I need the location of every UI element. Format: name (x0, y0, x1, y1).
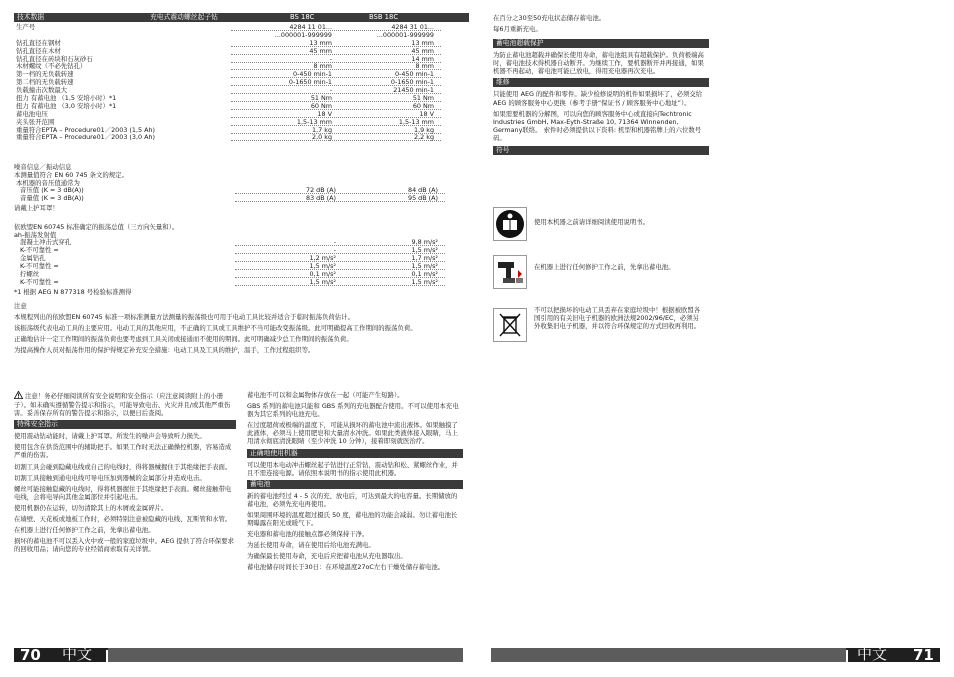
spec-row (18, 247, 463, 255)
value-model-1: - (329, 54, 332, 63)
safety-paragraph: 使用震动钻动能时，请戴上护耳罩。所发生的噪声会导致听力损失。 (14, 432, 206, 441)
value-model-2: 13 mm (411, 38, 434, 47)
safety-paragraph: 使用包含在供货范围中的辅助把手。如果工作时无法正确操控机器，容易造成严重的伤害。 (14, 443, 232, 460)
noise-intro-0: 噪音信息／振动信息 (14, 163, 72, 171)
row-label: 木材螺纹（不必先钻孔） (16, 62, 87, 71)
row-label: 音量值 (K = 3 dB(A)) (20, 194, 84, 202)
value-model-2: 51 Nm (412, 94, 434, 103)
value-model-2: 1,7 m/s² (411, 254, 438, 262)
row-label: 蓄电池电压 (16, 109, 48, 118)
attention-paragraph: 本规程列出的依欧盟EN 60745 标准一项标准测量方法测量的振荡级也可用于电动工具比较并适合于临时振荡负荷估计。 (14, 313, 354, 321)
row-label: 夹头张开范围 (16, 117, 55, 126)
value-model-2: 1,5-13 mm (398, 117, 434, 126)
row-label: 扭力 有蓄电池 （1,5 安培小时）*1 (16, 94, 117, 103)
value-model-2: 95 dB (A) (408, 194, 438, 202)
value-model-1: 72 dB (A) (306, 186, 336, 194)
value-model-1: 4284 11 01... (289, 23, 332, 31)
row-label: 重量符合EPTA – Procedure01／2003 (1,5 Ah) (16, 125, 156, 134)
battery-paragraph: 为确保最长使用寿命，充电后应把蓄电池从充电器取出。 (247, 552, 407, 561)
row-label: 第二档的无负载转速 (16, 78, 74, 87)
value-model-2: 18 V (419, 109, 434, 118)
spec-table (14, 24, 463, 142)
row-label: K-不可靠性 = (20, 278, 59, 286)
noise-section (14, 163, 463, 187)
safety-paragraph: 切割工具接触到通电电线可导电压加到器械的金属部分并造成电击。 (14, 473, 206, 482)
safety-column (14, 391, 236, 556)
value-model-1: 8 mm (313, 62, 332, 71)
battery-safety-paragraph: 蓄电池不可以和金属物体存放在一起（可能产生短路）。 (247, 391, 404, 399)
value-model-1: 2,0 kg (312, 133, 332, 142)
value-model-1: 45 mm (309, 46, 332, 55)
value-model-1: - (333, 238, 336, 246)
warning-icon (14, 391, 23, 401)
footer-bar (491, 648, 846, 662)
crossed-bin-icon (493, 308, 527, 342)
battery-safety-paragraph: GBS 系列的蓄电池只能和 GBS 系列的充电器配合使用。不可以使用本充电器为其它系列的电池充电。 (247, 402, 459, 419)
noise-table (18, 187, 463, 203)
battery-paragraph: 新的蓄电池经过 4 - 5 次的充、放电后，可达到最大的电容量。长期储放的蓄电池，必须先充电再使用。 (247, 491, 458, 508)
value-model-2: 14 mm (411, 54, 434, 63)
vibration-table (18, 239, 463, 287)
noise-note: 请戴上护耳罩！ (14, 204, 59, 212)
value-model-1: 1,5 m/s² (309, 262, 336, 270)
value-model-2: 21450 min-1 (393, 86, 434, 95)
value-model-2: 0,1 m/s² (411, 270, 438, 278)
value-model-2: 84 dB (A) (408, 186, 438, 194)
overload-text: 为防止蓄电池超载并确保长使用寿命，蓄电池组具有超载保护。负荷极端高时，蓄电池技术得机器自动断开。为继续工作，要机器断开并再接通，如果机器不再起动，蓄电池可能已放电，得用充电器再次充电。 (493, 51, 704, 76)
row-label: 钻孔直径在木材 (16, 46, 61, 55)
maintenance-paragraph: 只能使用 AEG 的配件和零件。缺少检修说明的机件如果损坏了，必须交给 AEG 的顾客服务中心更换（参考手册“保证书 / 顾客服务中心地址”）。 (493, 90, 703, 107)
value-model-2: 1,9 kg (414, 125, 434, 134)
value-model-2: 4284 31 01... (391, 23, 434, 31)
spec-product: 充电式震动螺丝起子钻 (150, 13, 218, 21)
row-label: 扭力 有蓄电池 （3,0 安培小时）*1 (16, 101, 117, 110)
safety-paragraph: 切割工具会碰到隐藏电线或自己的电线时，得将器械握住于其绝缘把手表面。 (14, 462, 232, 471)
row-label: 第一档的无负载转速 (16, 70, 74, 79)
right-page (477, 0, 954, 677)
spec-row (18, 263, 463, 271)
value-model-1: - (329, 86, 332, 95)
value-model-1: 18 V (317, 109, 332, 118)
spec-row (18, 255, 463, 263)
warning-text: 注意！务必仔细阅读所有安全说明和安全指示（应注意阅读附上的小册子）。如未确实遵循警告提示和指示，可能导致电击、火灾并且/或其他严重伤害。妥善保存所有的警告提示和指示，以便日后查阅。 (14, 392, 231, 418)
vib-intro-0: 依欧盟EN 60745 标准确定的振荡总值（三方向矢量和）。 (14, 223, 179, 231)
value-model-1: 1,2 m/s² (309, 254, 336, 262)
value-model-2: 60 Nm (412, 101, 434, 110)
value-model-2: 9,8 m/s² (411, 238, 438, 246)
battery-paragraph: 蓄电池储存时间长于30日：在环境温度27oC左右干燥处储存蓄电池。 (247, 563, 445, 572)
battery-title: 蓄电池 (247, 480, 463, 489)
spec-row (14, 134, 463, 142)
attention-section (14, 302, 464, 357)
spec-row (18, 279, 463, 287)
value-model-2: 1,5 m/s² (411, 278, 438, 286)
overload-title: 蓄电池超载保护 (493, 39, 709, 48)
value-model-1: - (333, 246, 336, 254)
row-label: 钻孔直径在钢材 (16, 38, 61, 47)
vibration-section (14, 223, 463, 239)
battery-paragraph: 如果周围环境的温度超过摄氏 50 度，蓄电池的功能会减弱。勿让蓄电池长期曝露在阳光或暖气下。 (247, 510, 458, 528)
spec-row (14, 32, 463, 40)
value-model-1: 0-1650 min-1 (288, 78, 332, 87)
value-model-2: 2,2 kg (414, 133, 434, 142)
value-model-1: 1,7 kg (312, 125, 332, 134)
row-label: 音压值 (K = 3 dB(A)) (20, 186, 84, 194)
row-label: K-不可靠性 = (20, 262, 59, 270)
value-model-1: ...000001-999999 (274, 30, 332, 39)
language-label: 中文 (857, 645, 888, 663)
attention-paragraph: 该振荡级代表电动工具的主要应用。电动工具的其他应用，不正确的工具或工具维护不当可能改变振荡级。此可明确提高工作期间的振荡负荷。 (14, 324, 417, 332)
row-label: 金属钻孔 (20, 254, 46, 262)
attention-paragraph: 为提高操作人员对振荡作用的保护得规定补充安全措施：电动工具及工具的维护，温手，工作过程组织等。 (14, 346, 315, 354)
language-label: 中文 (62, 645, 93, 663)
storage-paragraph: 在百分之30至50充电状态储存蓄电池。 (493, 14, 606, 22)
read-manual-icon (493, 207, 527, 241)
row-label: 负载撞击次数最大 (16, 86, 68, 95)
value-model-2: 0-1650 min-1 (390, 78, 434, 87)
value-model-1: 60 Nm (310, 101, 332, 110)
model-2: BSB 18C (369, 13, 399, 21)
battery-column (247, 391, 463, 575)
page-number: 71 (913, 646, 934, 664)
safety-paragraph: 在机器上进行任何修护工作之前，先拿出蓄电池。 (14, 526, 155, 535)
intended-use-text: 可以使用本电动冲击螺丝起子钻进行正常钻，震动钻和松、紧螺丝作业，并且不需连接电源。请依照本说明书的指示使用此机器。 (247, 460, 458, 477)
intended-use-title: 正确地使用机器 (247, 449, 463, 458)
spec-row (14, 111, 463, 119)
value-model-2: 8 mm (415, 62, 434, 71)
maintenance-paragraph: 如果需要机器的分解图，可以向您的顾客服务中心或直接向Techtronic Industries GmbH, Max-Eyth-Straße 10, 71364 Winnenden, Germany联络。 索件时必须提供以下资料: 机型和机器铭牌上的六位数号码。 (493, 109, 702, 142)
value-model-2: ...000001-999999 (376, 30, 434, 39)
attention-paragraph: 正确地估计一定工作期间的振荡负荷也要考虑到工具关闭或接通而不使用的期间。此可明确减少总工作期间的振荡负荷。 (14, 335, 353, 343)
spec-row (18, 239, 463, 247)
battery-paragraph: 为延长使用寿命，请在使用后给电池充满电。 (247, 541, 375, 550)
noise-intro-2: 本机器的音压值通常为 (16, 179, 80, 187)
spec-row (18, 187, 463, 195)
value-model-2: 0-450 min-1 (394, 70, 434, 79)
row-label: 钻孔直径在砖块和石灰砂石 (16, 54, 93, 63)
spec-row (18, 271, 463, 279)
row-label: 混凝土冲击式穿孔 (20, 238, 72, 246)
spec-header-bar (14, 13, 469, 22)
footnote: *1 根据 AEG N 877318 号检验标准测得 (14, 288, 132, 296)
model-1: BS 18C (290, 13, 315, 21)
value-model-2: 1,5 m/s² (411, 246, 438, 254)
value-model-1: 1,5-13 mm (296, 117, 332, 126)
safety-paragraph: 使用机器仍在运转，切勿清除其上的木屑或金属碎片。 (14, 503, 168, 512)
row-label: K-不可靠性 = (20, 246, 59, 254)
safety-paragraph: 螺丝可能接触隐藏的电线时，得将机器握住于其绝缘把手表面。螺丝接触带电电线，会将电导向其他金属部位并引起电击。 (14, 484, 232, 501)
spec-row (18, 195, 463, 203)
battery-paragraph: 充电器和蓄电池的接触点都必须保持干净。 (247, 530, 369, 539)
value-model-1: 0,1 m/s² (309, 270, 336, 278)
safety-paragraph: 损坏的蓄电池不可以丢入火中或一般的家庭垃圾中。AEG 提供了符合环保要求的回收用品；请向您的专业经销商索取有关详情。 (14, 537, 234, 554)
symbol-text-0: 使用本机器之前请详细阅读使用说明书。 (534, 218, 650, 226)
attention-title: 注意 (14, 302, 27, 310)
value-model-1: 0-450 min-1 (292, 70, 332, 79)
noise-intro-1: 本测量值符合 EN 60 745 条文的规定。 (14, 171, 128, 179)
spec-row (14, 103, 463, 111)
value-model-1: 51 Nm (310, 94, 332, 103)
row-label: 拧螺丝 (20, 270, 40, 278)
row-label: 重量符合EPTA – Procedure01／2003 (3,0 Ah) (16, 133, 156, 142)
value-model-2: 1,5 m/s² (411, 262, 438, 270)
page-number: 70 (20, 646, 41, 664)
storage-paragraph: 每6月重新充电。 (493, 25, 542, 34)
symbol-text-1: 在机器上进行任何修护工作之前，先拿出蓄电池。 (534, 263, 675, 271)
spec-title: 技术数据 (17, 13, 45, 21)
vib-intro-1: ah-振荡发射值 (14, 231, 57, 239)
symbols-title: 符号 (493, 146, 709, 155)
value-model-1: 13 mm (309, 38, 332, 47)
right-column (493, 14, 709, 158)
special-safety-title: 特殊安全指示 (14, 420, 236, 429)
footer-bar (108, 648, 463, 662)
row-label: 生产号 (16, 23, 36, 31)
spec-row (14, 40, 463, 48)
safety-paragraph: 在墙壁、天花板或地板工作时，必须特别注意被隐藏的电线、瓦斯管和水管。 (14, 515, 232, 524)
symbol-text-2: 不可以把损坏的电动工具丢弃在家庭垃圾中！根据被欧盟各国引用的有关旧电子机器的欧洲法规2002/96/EC，必须另外收集旧电子机器，并以符合环保规定的方式回收再利用。 (534, 306, 701, 330)
value-model-1: 83 dB (A) (306, 194, 336, 202)
remove-battery-icon (493, 255, 527, 289)
value-model-1: 1,5 m/s² (309, 278, 336, 286)
value-model-2: 45 mm (411, 46, 434, 55)
maintenance-title: 维修 (493, 78, 709, 87)
battery-safety-paragraph: 在过度超荷或极端的温度下，可能从损坏的蓄电池中流出液体。如果触摸了此液体，必须马上使用肥皂和大量清水冲洗。如果此类液体接入眼睛，马上用清水彻底清洗眼睛（至少冲洗 10 分钟），接着即刻就医治疗。 (247, 421, 458, 446)
